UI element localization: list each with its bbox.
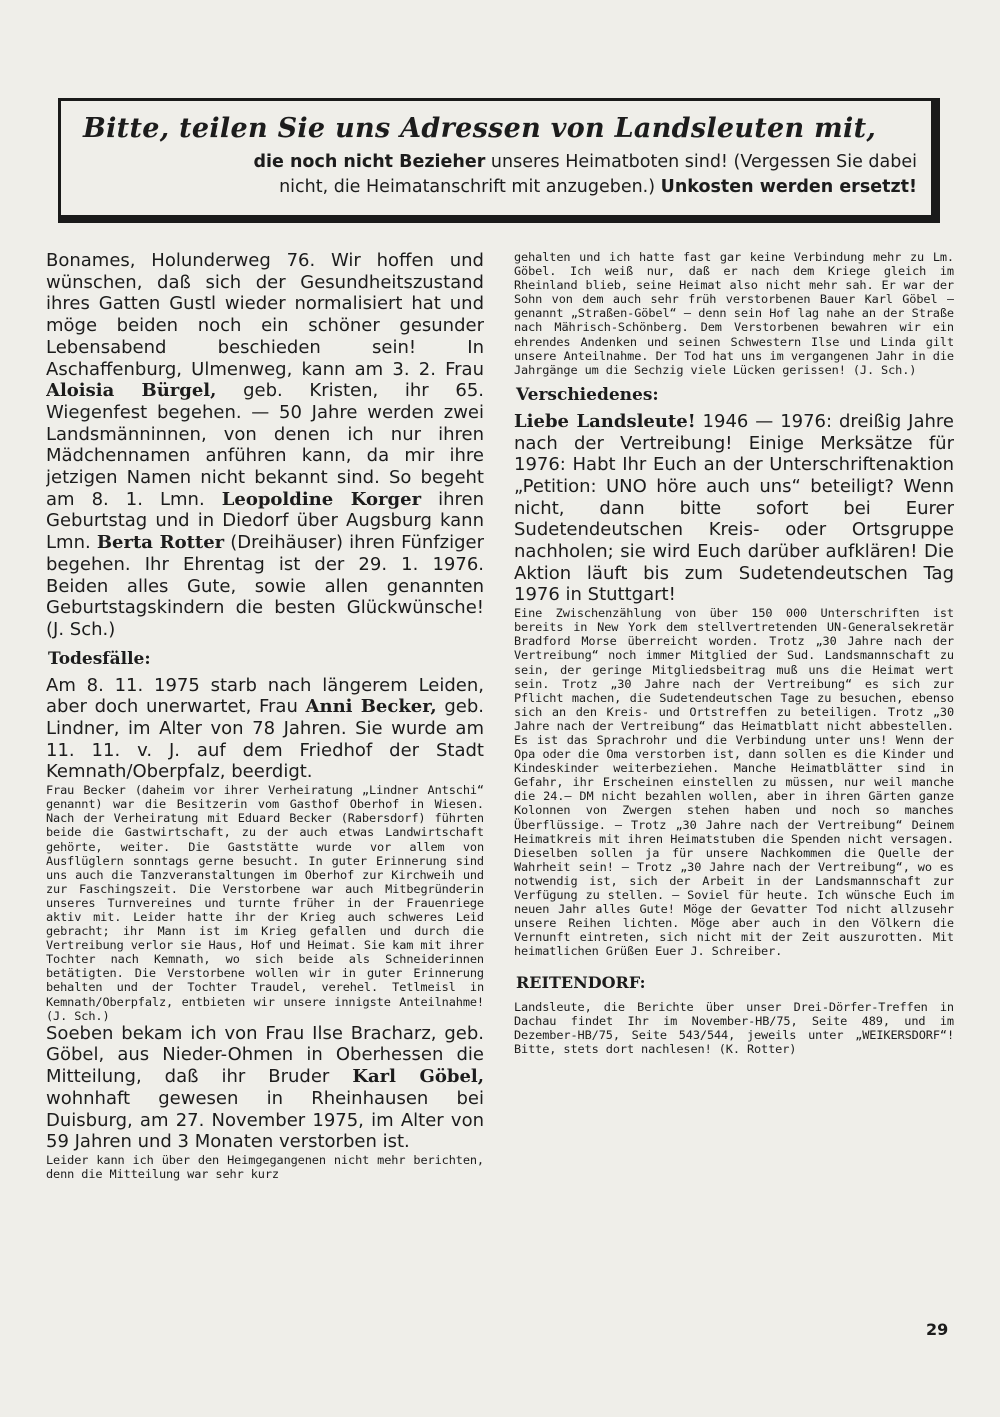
person-name: Berta Rotter — [96, 532, 225, 554]
misc-details: Eine Zwischenzählung von über 150 000 Unterschriften ist bereits in New York dem stellvertretenden UN-Generalsekretär Bradford Morse überreicht worden. Trotz „30 Jahre nach der Vertreibung“ noch immer Mitglied der Sud. Landsmannschaft zu sein, der geringe Mitgliedsbeitrag muß uns die Heimat wert sein. Trotz „30 Jahre nach der Vertreibung“ es sich zur Pflicht machen, die Sudetendeutschen Tage zu besuchen, ebenso sich an den Kreis- und Ortstreffen zu beteiligen. Trotz „30 Jahre nach der Vertreibung“ das Heimatblatt nicht abbestellen. Es ist das Sprachrohr und die Verbindung unter uns! Wenn der Opa oder die Oma verstorben ist, dann sollen es die Kinder und Kindeskinder weiterbeziehen. Manche Heimatblätter sind in Gefahr, ihr Erscheinen einstellen zu müssen, nur weil manche die 24.– DM nicht bezahlen wollen, aber in ihren Gärten ganze Kolonnen von Zwergen stehen haben und noch so manches Überflüssige. – Trotz „30 Jahre nach der Vertreibung“ Deinem Heimatkreis mit ihren Heimatstuben die Spenden nicht versagen. Dieselben sollen ja für unsere Nachkommen die Quelle der Wahrheit sein! – Trotz „30 Jahre nach der Vertreibung“, wo es notwendig ist, sich der Arbeit in der Landsmannschaft zur Verfügung zu stellen. – Soviel für heute. Ich wünsche Euch im neuen Jahr alles Gute! Möge der Gevatter Tod nicht allzusehr unsere Reihen lichten. Möge aber auch in den Völkern die Vernunft eintreten, sich nicht mit der Zeit auszurotten. Mit heimatlichen Grüßen Euer J. Schreiber. — [514, 606, 954, 959]
text-run: ihren Geburtstag und in Diedorf über Augsburg kann Lmn. — [46, 488, 484, 554]
text-run: geb. Kristen, ihr 65. Wiegenfest begehen. — 50 Jahre werden zwei Landsmänninnen, von denen ich nur ihren Mädchennamen anführen kann, da mir ihre jetzigen Namen nicht bekannt sind. So begeht am 8. 1. Lmn. — [46, 380, 484, 510]
banner-title: Bitte, teilen Sie uns Adressen von Landsleuten mit, — [83, 113, 877, 144]
reitendorf-heading: REITENDORF: — [516, 972, 646, 992]
text-run: wohnhaft gewesen in Rheinhausen bei Duisburg, am 27. November 1975, im Alter von 59 Jahren und 3 Monaten verstorben ist. — [46, 1087, 484, 1153]
obituary-becker — [46, 675, 484, 784]
banner-bold-1: die noch nicht Bezieher — [253, 152, 486, 172]
greeting: Liebe Landsleute! — [514, 410, 696, 432]
text-run: Am 8. 11. 1975 starb nach längerem Leiden, aber doch unerwartet, Frau — [46, 674, 484, 718]
deaths-heading: Todesfälle: — [48, 648, 151, 669]
left-column — [46, 250, 484, 1317]
person-name: Anni Becker, — [305, 696, 437, 718]
banner-bold-2: Unkosten werden ersetzt! — [660, 177, 917, 197]
reitendorf-paragraph: Landsleute, die Berichte über unser Drei-Dörfer-Treffen in Dachau findet Ihr im November-HB/75, Seite 489, und im Dezember-HB/75, Seite 543/544, jeweils unter „WEIKERSDORF“! Bitte, stets dort nachlesen! (K. Rotter) — [514, 999, 954, 1056]
banner-line-1-rest: unseres Heimatboten sind! (Vergessen Sie dabei — [485, 152, 917, 172]
misc-heading: Verschiedenes: — [516, 384, 659, 405]
right-column — [514, 250, 954, 1317]
text-run: Bonames, Holunderweg 76. Wir hoffen und wünschen, daß sich der Gesundheitszustand ihres Gatten Gustl wieder normalisiert hat und möge beiden noch ein schöner gesunder Lebensabend beschieden sein! In Aschaffenburg, Ulmenweg, kann am 3. 2. Frau — [46, 250, 484, 380]
text-run: Soeben bekam ich von Frau Ilse Bracharz, geb. Göbel, aus Nieder-Ohmen in Oberhessen die Mitteilung, daß ihr Bruder — [46, 1022, 484, 1088]
person-name: Karl Göbel, — [352, 1066, 484, 1088]
obituary-goebel-details: Leider kann ich über den Heimgegangenen nicht mehr berichten, denn die Mitteilung war sehr kurz — [46, 1152, 484, 1182]
birthdays-paragraph — [46, 250, 484, 641]
banner-line-2-start: nicht, die Heimatanschrift mit anzugeben.) — [279, 177, 661, 197]
obituary-becker-details: Frau Becker (daheim vor ihrer Verheiratung „Lindner Antschi“ genannt) war die Besitzerin vom Gasthof Oberhof in Wiesen. Nach der Verheiratung mit Eduard Becker (Rabersdorf) führten beide die Gastwirtschaft, zu der auch etwas Landwirtschaft gehörte, weiter. Die Gaststätte wurde vor allem von Ausflüglern sonntags gerne besucht. In guter Erinnerung sind uns auch die Tanzveranstaltungen im Oberhof zur Kirchweih und zur Faschingszeit. Die Verstorbene war auch Mitbegründerin unseres Turnvereines und turnte früher in der Frauenriege aktiv mit. Leider hatte ihr der Krieg auch schweres Leid gebracht; ihr Mann ist im Krieg gefallen und durch die Vertreibung verlor sie Haus, Hof und Heimat. Sie kam mit ihrer Tochter nach Kemnath, wo sich beide als Schneiderinnen betätigten. Die Verstorbene wollen wir in guter Erinnerung behalten und der Tochter Traudel, verehel. Tetlmeisl in Kemnath/Oberpfalz, entbieten wir unsere innigste Anteilnahme! (J. Sch.) — [46, 783, 484, 1023]
misc-intro — [514, 411, 954, 606]
banner-line-2 — [77, 175, 917, 200]
obituary-goebel-continued: gehalten und ich hatte fast gar keine Verbindung mehr zu Lm. Göbel. Ich weiß nur, daß er nach dem Kriege gleich im Rheinland blieb, seine Heimat also nicht mehr sah. Er war der Sohn von dem auch sehr früh verstorbenen Bauer Karl Göbel – genannt „Straßen-Göbel“ – denn sein Hof lag nahe an der Straße nach Mährisch-Schönberg. Dem Verstorbenen bewahren wir ein ehrendes Andenken und seinen Schwestern Ilse und Linda gilt unsere Anteilnahme. Der Tod hat uns im vergangenen Jahr in die Jahrgänge um die Sechzig viele Lücken gerissen! (J. Sch.) — [514, 250, 954, 377]
person-name: Aloisia Bürgel, — [46, 380, 217, 402]
text-run: (Dreihäuser) ihren Fünfziger begehen. Ihr Ehrentag ist der 29. 1. 1976. Beiden alles Gute, sowie allen genannten Geburtstagskindern die besten Glückwünsche! (J. Sch.) — [46, 532, 484, 640]
banner-line-1 — [77, 150, 917, 175]
page-number: 29 — [926, 1320, 949, 1339]
obituary-goebel — [46, 1023, 484, 1153]
banner-text — [77, 150, 919, 200]
text-run: 1946 — 1976: dreißig Jahre nach der Vertreibung! Einige Merksätze für 1976: Habt Ihr Euch an der Unterschriftenaktion „Petition: UNO höre auch uns“ beteiligt? Wenn nicht, dann bitte sofort bei Eurer Sudetendeutschen Kreis- oder Ortsgruppe nachholen; sie wird Euch darüber aufklären! Die Aktion läuft bis zum Sudetendeutschen Tag 1976 in Stuttgart! — [514, 410, 954, 606]
text-run: geb. Lindner, im Alter von 78 Jahren. Sie wurde am 11. 11. v. J. auf dem Friedhof der Stadt Kemnath/Oberpfalz, beerdigt. — [46, 696, 484, 783]
notice-banner — [58, 98, 940, 223]
person-name: Leopoldine Korger — [221, 488, 422, 510]
